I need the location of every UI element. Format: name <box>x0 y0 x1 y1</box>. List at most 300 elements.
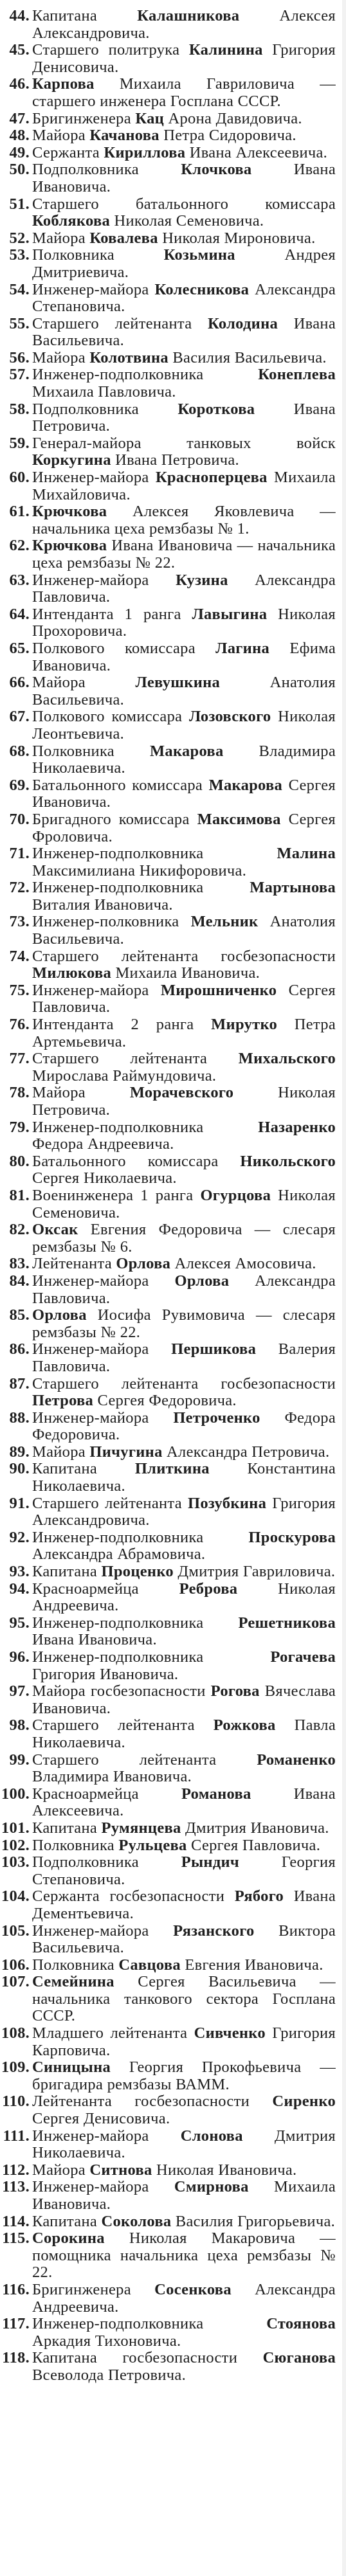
entry-text <box>32 435 336 469</box>
entry-surname: Рогачева <box>270 1648 336 1666</box>
entry-words: Сергея Павловича. <box>187 1836 321 1854</box>
entry-words: Полкового комиссара <box>32 639 216 657</box>
list-entry <box>0 1752 341 1786</box>
entry-number: 64. <box>9 605 30 623</box>
entry-words: Алексея Амосовича. <box>170 1255 316 1273</box>
entry-words: Генерал-майора танковых войск <box>32 434 336 452</box>
entry-words: Григория Александровича. <box>32 1494 336 1529</box>
entry-number: 62. <box>9 537 30 555</box>
entry-number: 63. <box>9 571 30 589</box>
entry-surname: Рогова <box>210 1682 260 1700</box>
entry-words: Аркадия Тихоновича. <box>32 2332 181 2350</box>
entry-surname: Лозовского <box>188 708 271 726</box>
list-entry <box>0 145 341 162</box>
entry-words: Федора Федоровича. <box>32 1409 336 1444</box>
entry-number: 94. <box>9 1580 30 1598</box>
entry-surname: Ковалева <box>89 229 158 247</box>
entry-number: 80. <box>9 1152 30 1170</box>
list-entry <box>0 1888 341 1922</box>
entry-surname: Короткова <box>178 400 255 418</box>
entry-number: 92. <box>9 1528 30 1546</box>
entry-words: Ивана Алексеевича. <box>185 143 328 161</box>
entry-number: 66. <box>9 674 30 692</box>
entry-text <box>32 1716 336 1751</box>
entry-text <box>32 572 336 606</box>
list-entry <box>0 2350 341 2384</box>
entry-text <box>32 537 336 572</box>
list-entry <box>0 914 341 948</box>
entry-surname: Пичугина <box>89 1443 163 1461</box>
entry-words: Майора <box>32 1443 90 1461</box>
entry-surname: Першикова <box>171 1340 257 1358</box>
entry-text <box>32 913 336 948</box>
entry-words: Инженер-подполковника <box>32 1118 259 1136</box>
entry-text <box>32 1887 336 1922</box>
entry-text <box>32 1853 336 1888</box>
entry-words: Михаила Ивановича. <box>32 2178 336 2213</box>
entry-words: Майора <box>32 348 90 366</box>
entry-text <box>32 230 316 247</box>
entry-text <box>32 1460 336 1495</box>
entry-number: 73. <box>9 913 30 931</box>
entry-words: Сергея Денисовича. <box>32 2110 170 2128</box>
entry-surname: Соколова <box>101 2212 172 2230</box>
entry-text <box>32 1221 336 1256</box>
entry-words: Инженер-майора <box>32 981 161 999</box>
list-entry <box>0 845 341 879</box>
entry-words: Интенданта 1 ранга <box>32 605 192 623</box>
entry-words: Майора госбезопасности <box>32 1682 211 1700</box>
entry-words: Капитана <box>32 2212 102 2230</box>
entry-surname: Колотвина <box>89 348 168 366</box>
entry-number: 83. <box>9 1255 30 1273</box>
entry-text <box>32 246 336 281</box>
list-entry <box>0 1410 341 1444</box>
entry-text <box>32 2058 336 2093</box>
list-entry <box>0 2213 341 2231</box>
entry-text <box>32 503 336 537</box>
entry-words: Александра Павловича. <box>32 571 336 606</box>
entry-number: 57. <box>9 366 30 384</box>
entry-surname: Кац <box>135 109 165 127</box>
entry-surname: Оксак <box>32 1221 78 1239</box>
entry-text <box>32 606 336 640</box>
entry-words: Владимира Ивановича. <box>32 1768 192 1786</box>
entry-words: Сержанта <box>32 143 104 161</box>
entry-words: Сержанта госбезопасности <box>32 1887 235 1905</box>
list-entry <box>0 1923 341 1957</box>
entry-words: Михаила Михайловича. <box>32 469 336 503</box>
entry-surname: Решетникова <box>238 1614 336 1632</box>
entry-text <box>32 1016 336 1050</box>
list-entry <box>0 316 341 350</box>
entry-surname: Конеплева <box>258 366 336 384</box>
entry-words: Инженер-подполковника <box>32 1648 271 1666</box>
entry-words: Капитана <box>32 1563 102 1581</box>
entry-words: Петра Артемьевича. <box>32 1016 336 1050</box>
entry-number: 115. <box>2 2229 30 2247</box>
entry-text <box>32 1050 336 1085</box>
entry-words: Дмитрия Николаевича. <box>32 2127 336 2162</box>
entry-surname: Калинина <box>188 41 263 59</box>
entry-number: 99. <box>9 1751 30 1769</box>
entry-number: 102. <box>1 1836 30 1854</box>
entry-text <box>32 349 327 366</box>
entry-surname: Орлова <box>32 1306 87 1324</box>
entry-words: Полковника <box>32 742 150 760</box>
entry-words: Инженер-подполковника <box>32 366 259 384</box>
list-entry <box>0 1461 341 1495</box>
entry-text <box>32 1119 336 1153</box>
entry-surname: Мирутко <box>211 1016 278 1034</box>
entry-words: Ивана Ивановича. <box>32 1631 157 1649</box>
entry-words: Григория Денисовича. <box>32 41 336 76</box>
entry-words: Александра Степановича. <box>32 280 336 316</box>
entry-surname: Колесникова <box>154 280 250 298</box>
entry-surname: Стоянова <box>266 2315 336 2333</box>
entry-text <box>32 948 336 982</box>
entry-number: 54. <box>9 280 30 298</box>
entry-number: 49. <box>9 143 30 161</box>
entry-words: Капитана <box>32 7 138 24</box>
entry-words: Николая Леонтьевича. <box>32 708 336 743</box>
list-entry <box>0 1256 341 1273</box>
entry-surname: Максимова <box>197 810 281 828</box>
entry-surname: Сюганова <box>262 2349 336 2367</box>
entry-surname: Позубкина <box>188 1494 267 1512</box>
entry-number: 109. <box>1 2058 30 2076</box>
entry-number: 78. <box>9 1084 30 1102</box>
list-entry <box>0 1683 341 1717</box>
entry-number: 113. <box>2 2178 30 2196</box>
entry-number: 46. <box>9 75 30 93</box>
entry-words: Инженер-майора <box>32 1340 172 1358</box>
entry-surname: Петрова <box>32 1392 94 1410</box>
entry-surname: Коблякова <box>32 212 111 230</box>
list-entry <box>0 2025 341 2059</box>
entry-number: 47. <box>9 109 30 127</box>
entry-words: Ивана Ивановича — начальника цеха ремзбазы № 22. <box>32 537 336 572</box>
entry-number: 108. <box>1 2024 30 2042</box>
entry-text <box>32 2024 336 2059</box>
entry-words: Всеволода Петровича. <box>32 2366 187 2384</box>
list-entry <box>0 1529 341 1563</box>
entry-surname: Савцова <box>118 1956 181 1974</box>
entry-surname: Проценко <box>101 1563 174 1581</box>
entry-words: Инженер-майора <box>32 280 155 298</box>
entry-number: 52. <box>9 229 30 247</box>
entry-words: Ивана Петровича. <box>111 451 239 469</box>
list-entry <box>0 76 341 110</box>
list-entry <box>0 1307 341 1341</box>
entry-number: 44. <box>9 7 30 24</box>
entry-surname: Лавыгина <box>192 605 268 623</box>
entry-words: Сергея Федоровича. <box>93 1392 237 1410</box>
list-entry <box>0 282 341 316</box>
entry-number: 97. <box>9 1682 30 1700</box>
award-list-column <box>0 8 341 2384</box>
entry-text <box>32 401 336 435</box>
list-entry <box>0 572 341 606</box>
entry-words: Красноармейца <box>32 1580 179 1598</box>
entry-text <box>32 2229 336 2281</box>
entry-text <box>32 1340 336 1375</box>
entry-text <box>32 75 336 110</box>
entry-surname: Макарова <box>208 776 283 794</box>
entry-surname: Карпова <box>32 75 95 93</box>
list-entry <box>0 435 341 469</box>
list-entry <box>0 1153 341 1187</box>
entry-words: Инженер-майора <box>32 2178 174 2196</box>
entry-words: Бригинженера <box>32 109 136 127</box>
entry-number: 105. <box>1 1922 30 1940</box>
list-entry <box>0 674 341 708</box>
entry-text <box>32 1529 336 1563</box>
list-entry <box>0 1050 341 1085</box>
entry-words: Евгения Федоровича — слесаря ремзбазы № 6. <box>32 1221 336 1256</box>
list-entry <box>0 42 341 76</box>
entry-words: Инженер-подполковника <box>32 1614 239 1632</box>
entry-words: Владимира Николаевича. <box>32 742 336 777</box>
entry-words: Инженер-майора <box>32 571 176 589</box>
list-entry <box>0 247 341 281</box>
entry-text <box>32 195 336 230</box>
entry-words: Мирослава Раймундовича. <box>32 1067 217 1085</box>
entry-surname: Мартынова <box>250 879 336 897</box>
entry-text <box>32 41 336 76</box>
list-entry <box>0 1444 341 1461</box>
entry-surname: Орлова <box>174 1272 230 1290</box>
entry-number: 48. <box>9 127 30 145</box>
list-entry <box>0 1563 341 1581</box>
entry-words: Майора <box>32 229 90 247</box>
entry-number: 111. <box>3 2127 30 2145</box>
entry-number: 84. <box>9 1272 30 1290</box>
entry-text <box>32 1682 336 1717</box>
entry-surname: Сивченко <box>194 2024 266 2042</box>
entry-words: Дмитрия Гавриловича. <box>173 1563 336 1581</box>
entry-surname: Рожкова <box>213 1716 276 1734</box>
entry-text <box>32 811 336 845</box>
entry-number: 65. <box>9 639 30 657</box>
entry-number: 95. <box>9 1614 30 1632</box>
entry-words: Андрея Дмитриевича. <box>32 246 336 281</box>
entry-number: 53. <box>9 246 30 264</box>
entry-words: Александра Абрамовича. <box>32 1545 206 1563</box>
list-entry <box>0 230 341 248</box>
entry-number: 75. <box>9 981 30 999</box>
entry-words: Арона Давидовича. <box>164 109 302 127</box>
entry-surname: Романова <box>181 1785 251 1803</box>
entry-number: 85. <box>9 1306 30 1324</box>
entry-words: Инженер-подполковника <box>32 879 250 897</box>
entry-words: Василия Григорьевича. <box>171 2212 336 2230</box>
entry-surname: Михальского <box>238 1050 336 1068</box>
entry-text <box>32 1819 329 1837</box>
entry-number: 117. <box>2 2315 30 2333</box>
entry-words: Дмитрия Ивановича. <box>181 1819 329 1837</box>
list-entry <box>0 1820 341 1837</box>
list-entry <box>0 2093 341 2127</box>
entry-words: Инженер-подполковника <box>32 2315 267 2333</box>
entry-words: Константина Николаевича. <box>32 1460 336 1495</box>
entry-words: Инженер-подполковника <box>32 1528 249 1546</box>
entry-words: Николая Макаровича — помощника начальника цеха ремзбазы № 22. <box>32 2229 336 2282</box>
entry-text <box>32 1255 316 1272</box>
entry-words: Старшего лейтенанта <box>32 314 208 332</box>
entry-number: 86. <box>9 1340 30 1358</box>
list-entry <box>0 350 341 367</box>
list-entry <box>0 743 341 777</box>
entry-surname: Сорокина <box>32 2229 105 2247</box>
entry-words: Сергея Павловича. <box>32 981 336 1016</box>
entry-number: 60. <box>9 469 30 487</box>
entry-words: Старшего лейтенанта госбезопасности <box>32 1374 336 1392</box>
entry-text <box>32 1580 336 1615</box>
entry-surname: Мельник <box>190 913 259 931</box>
entry-words: Лейтенанта госбезопасности <box>32 2093 273 2111</box>
entry-words: Валерия Павловича. <box>32 1340 336 1375</box>
entry-surname: Левушкина <box>135 674 221 692</box>
entry-words: Сергея Ивановича. <box>32 776 336 811</box>
entry-surname: Мирошниченко <box>160 981 277 999</box>
list-entry <box>0 777 341 811</box>
entry-words: Николая Ивановича. <box>152 2161 297 2179</box>
list-entry <box>0 1221 341 1256</box>
entry-words: Подполковника <box>32 1853 181 1871</box>
entry-text <box>32 777 336 811</box>
entry-number: 72. <box>9 879 30 897</box>
entry-words: Инженер-майора <box>32 2127 181 2145</box>
list-entry <box>0 537 341 572</box>
list-entry <box>0 2179 341 2213</box>
entry-words: Максимилиана Никифоровича. <box>32 861 247 879</box>
entry-surname: Слонова <box>180 2127 243 2145</box>
list-entry <box>0 1187 341 1221</box>
list-entry <box>0 1085 341 1119</box>
entry-surname: Ситнова <box>89 2161 152 2179</box>
list-entry <box>0 708 341 743</box>
list-entry <box>0 1495 341 1529</box>
entry-surname: Крючкова <box>32 503 107 521</box>
list-entry <box>0 606 341 640</box>
entry-number: 74. <box>9 947 30 965</box>
entry-words: Николая Петровича. <box>32 1084 336 1119</box>
entry-number: 112. <box>2 2161 30 2179</box>
entry-number: 89. <box>9 1443 30 1461</box>
list-entry <box>0 1837 341 1855</box>
entry-surname: Синицына <box>32 2058 111 2076</box>
entry-number: 59. <box>9 434 30 452</box>
entry-words: Михаила Гавриловича — старшего инженера Госплана СССР. <box>32 75 336 110</box>
entry-words: Сергея Николаевича. <box>32 1169 177 1187</box>
list-entry <box>0 948 341 982</box>
list-entry <box>0 401 341 435</box>
entry-surname: Качанова <box>89 127 159 145</box>
entry-words: Сергея Васильевича — начальника танкового сектора Госплана СССР. <box>32 1973 336 2025</box>
entry-text <box>32 708 336 743</box>
entry-text <box>32 845 336 879</box>
entry-text <box>32 1306 336 1341</box>
entry-number: 103. <box>1 1853 30 1871</box>
entry-words: Евгения Ивановича. <box>180 1956 323 1974</box>
entry-surname: Рязанского <box>173 1922 255 1940</box>
entry-number: 70. <box>9 810 30 828</box>
entry-surname: Лагина <box>215 639 270 657</box>
entry-number: 50. <box>9 161 30 179</box>
entry-words: Алексея Александровича. <box>32 7 336 42</box>
entry-words: Полковника <box>32 246 164 264</box>
entry-number: 71. <box>9 845 30 863</box>
entry-surname: Никольского <box>240 1152 336 1170</box>
list-entry <box>0 469 341 503</box>
list-entry <box>0 2059 341 2093</box>
entry-surname: Сосенкова <box>154 2280 232 2298</box>
list-entry <box>0 366 341 401</box>
entry-number: 96. <box>9 1648 30 1666</box>
list-entry <box>0 1016 341 1050</box>
entry-number: 118. <box>2 2349 30 2367</box>
entry-text <box>32 2349 336 2384</box>
list-entry <box>0 161 341 195</box>
list-entry <box>0 640 341 674</box>
entry-text <box>32 127 296 144</box>
entry-text <box>32 1956 323 1974</box>
entry-text <box>32 1785 336 1820</box>
entry-text <box>32 7 336 42</box>
entry-words: Павла Николаевича. <box>32 1716 336 1751</box>
entry-words: Ефима Ивановича. <box>32 639 336 674</box>
list-entry <box>0 1376 341 1410</box>
entry-number: 106. <box>1 1956 30 1974</box>
entry-words: Батальонного комиссара <box>32 1152 241 1170</box>
entry-number: 82. <box>9 1221 30 1239</box>
entry-number: 68. <box>9 742 30 760</box>
entry-words: Майора <box>32 1084 130 1102</box>
entry-text <box>32 1922 336 1957</box>
entry-words: Ивана Алексеевича. <box>32 1785 336 1820</box>
entry-number: 90. <box>9 1460 30 1478</box>
entry-words: Александра Павловича. <box>32 1272 336 1307</box>
entry-words: Александра Петровича. <box>162 1443 330 1461</box>
entry-surname: Крючкова <box>32 537 107 555</box>
entry-words: Виктора Васильевича. <box>32 1922 336 1957</box>
entry-words: Майора <box>32 2161 90 2179</box>
entry-number: 88. <box>9 1409 30 1427</box>
entry-words: Инженер-майора <box>32 1922 174 1940</box>
entry-text <box>32 743 336 777</box>
entry-text <box>32 1272 336 1307</box>
list-entry <box>0 1717 341 1751</box>
list-entry <box>0 1615 341 1649</box>
entry-text <box>32 2178 336 2213</box>
entry-surname: Малина <box>277 845 336 863</box>
entry-words: Николая Андреевича. <box>32 1580 336 1615</box>
entry-words: Красноармейца <box>32 1785 181 1803</box>
list-entry <box>0 196 341 230</box>
entry-words: Лейтенанта <box>32 1255 116 1273</box>
entry-text <box>32 1495 336 1529</box>
entry-words: Старшего лейтенанта <box>32 1716 214 1734</box>
entry-number: 56. <box>9 348 30 366</box>
entry-surname: Сиренко <box>272 2093 336 2111</box>
entry-words: Младшего лейтенанта <box>32 2024 194 2042</box>
entry-text <box>32 2127 336 2162</box>
list-entry <box>0 8 341 42</box>
entry-surname: Семейнина <box>32 1973 114 1991</box>
entry-words: Виталия Ивановича. <box>32 896 173 914</box>
entry-words: Анатолия Васильевича. <box>32 913 336 948</box>
